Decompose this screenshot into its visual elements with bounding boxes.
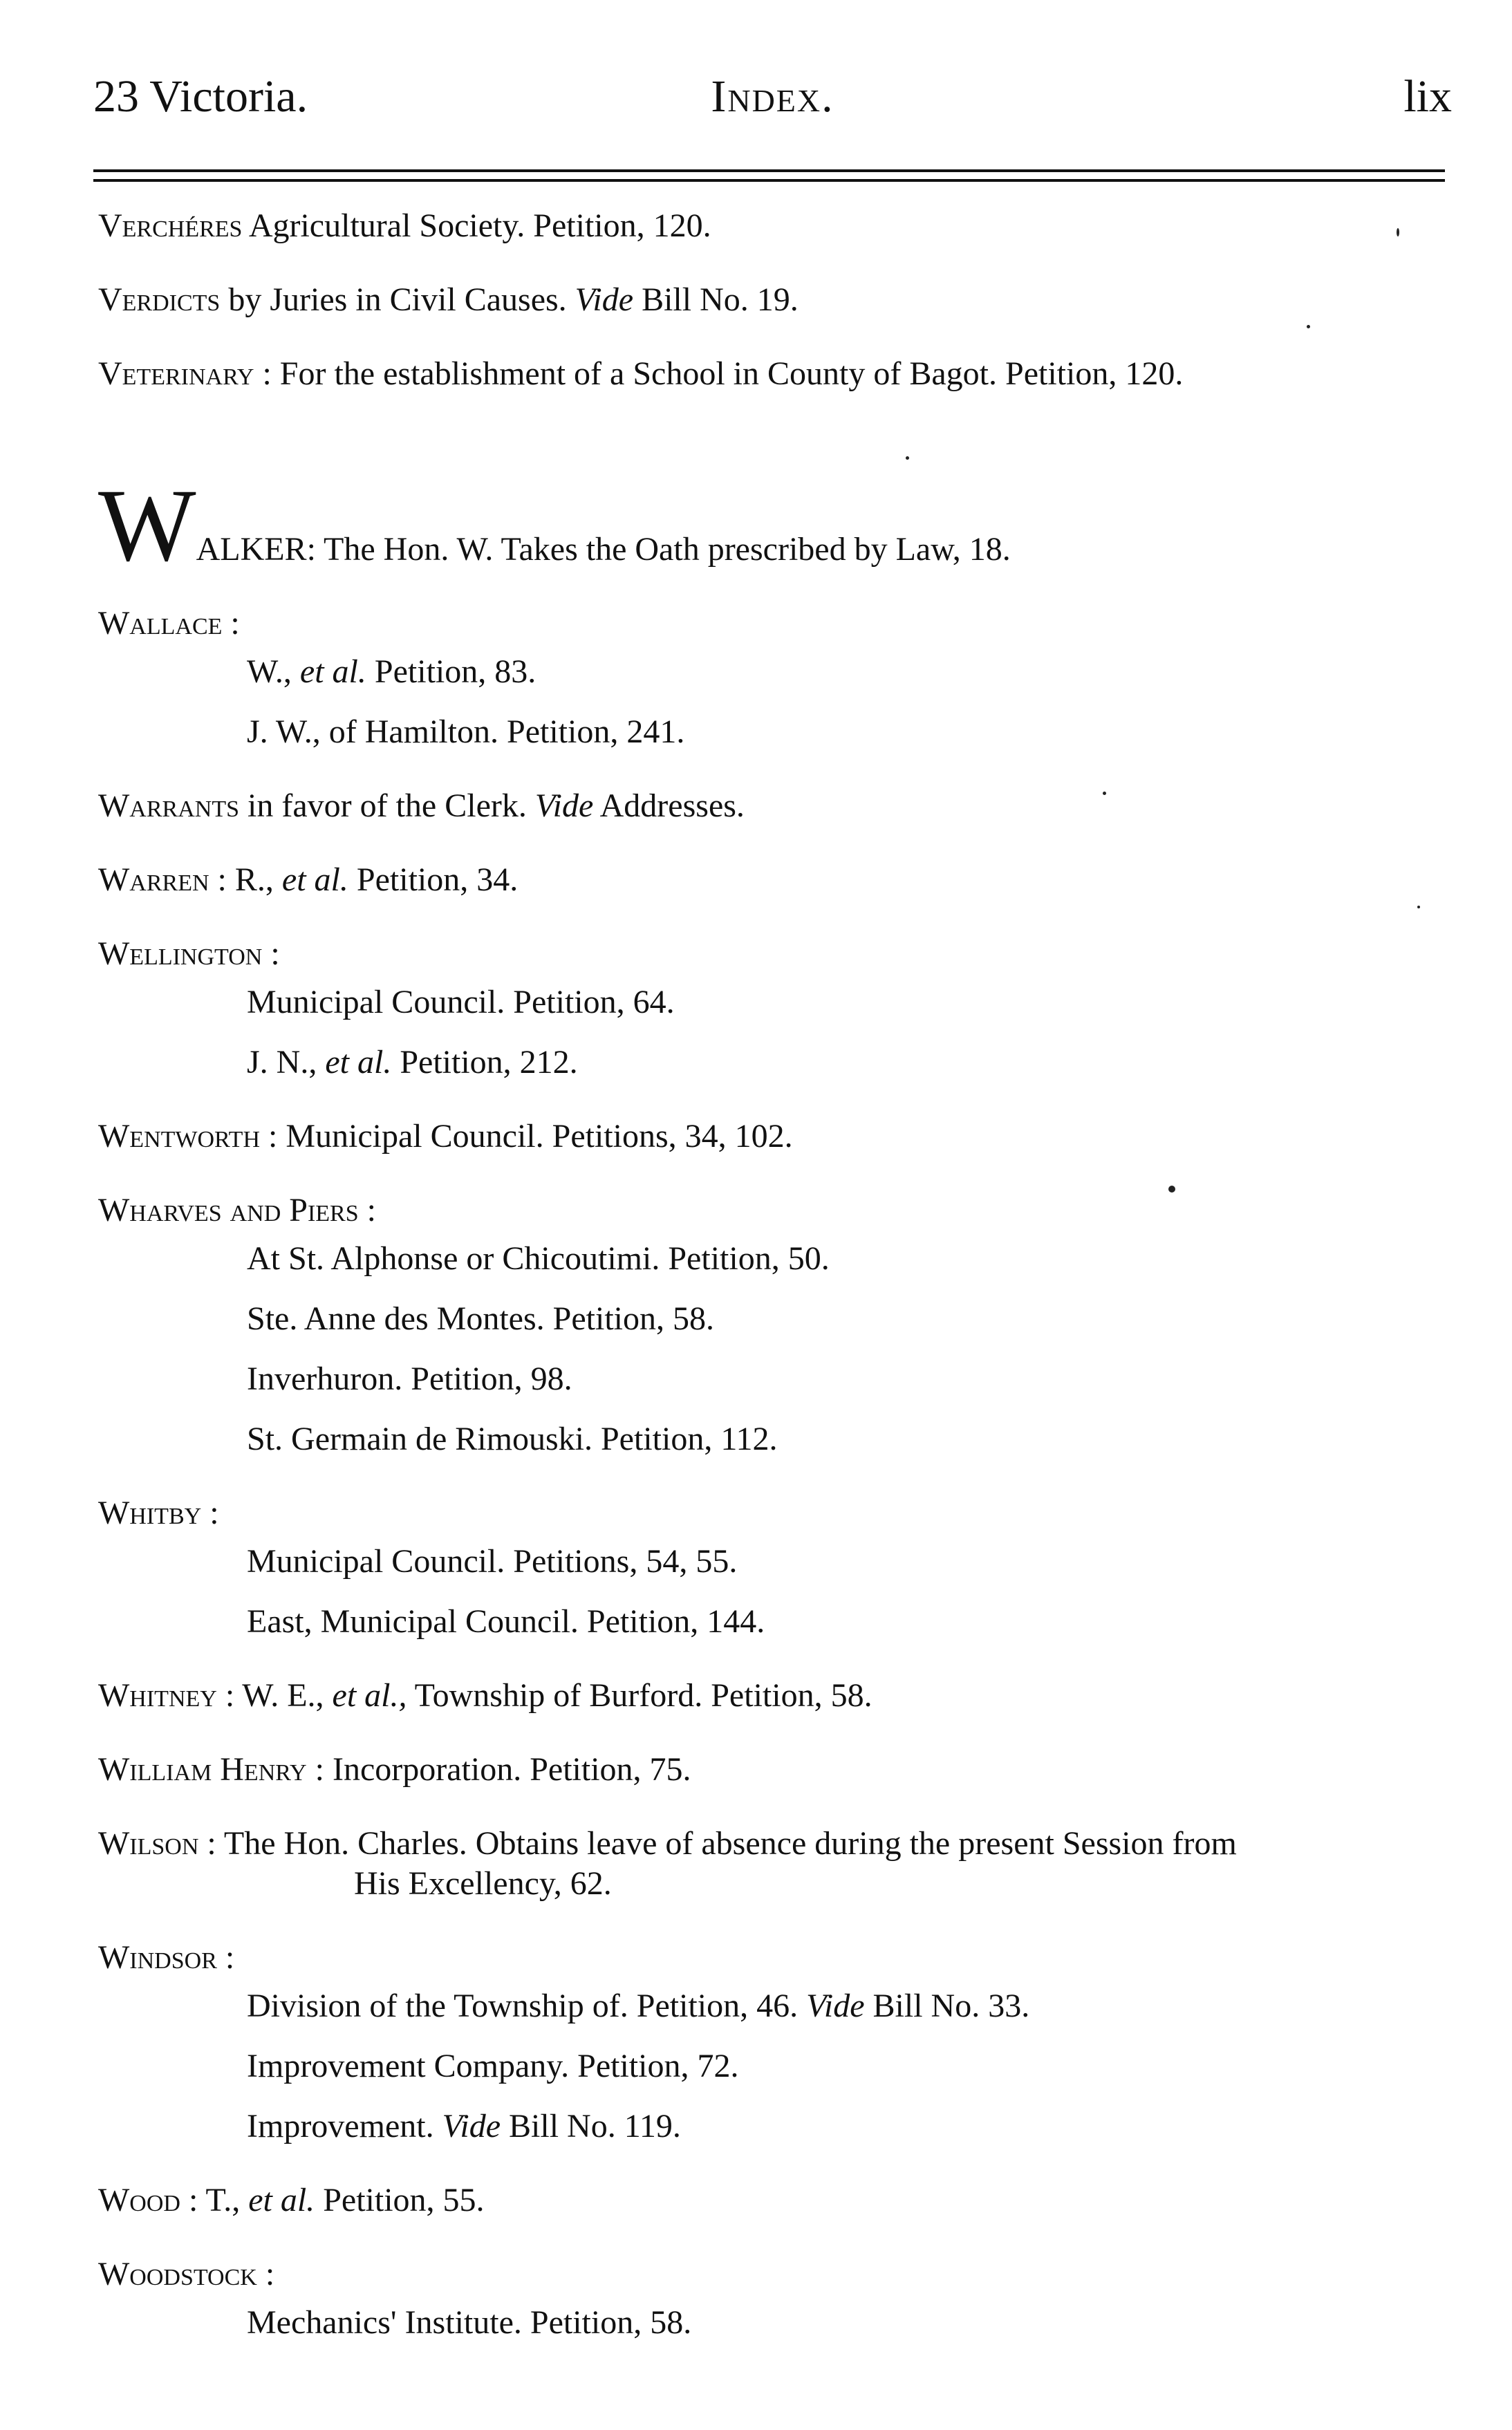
- entry-text: J. W., of Hamilton. Petition, 241.: [247, 713, 685, 750]
- entry-text: J. N.,: [247, 1044, 326, 1081]
- index-subentry: [98, 1043, 1450, 1083]
- index-entry: [98, 1190, 1450, 1231]
- entry-text: in favor of the Clerk.: [239, 787, 535, 824]
- scan-speck: [1397, 228, 1399, 236]
- index-entry: [98, 1676, 1450, 1716]
- index-entry: [98, 860, 1450, 900]
- entry-heading: Wood: [98, 2182, 180, 2218]
- entry-italic: et al.,: [332, 1677, 407, 1714]
- entry-text: His Excellency, 62.: [354, 1865, 612, 1902]
- entry-heading: Woodstock: [98, 2256, 257, 2292]
- entry-italic: Vide: [442, 2108, 501, 2144]
- entry-heading: Wilson: [98, 1825, 199, 1862]
- entry-text: : The Hon. W. Takes the Oath prescribed by Law, 18.: [306, 531, 1011, 568]
- index-entry: [98, 206, 1450, 246]
- entry-text: :: [201, 1495, 219, 1531]
- entry-text: : Incorporation. Petition, 75.: [306, 1751, 691, 1788]
- page-header: [93, 66, 1452, 128]
- index-entry: [98, 1493, 1450, 1533]
- entry-text: Municipal Council. Petition, 64.: [247, 984, 675, 1020]
- scan-speck: [1417, 906, 1420, 908]
- entry-heading: Windsor: [98, 1939, 217, 1976]
- index-subentry: [98, 2106, 1450, 2147]
- page-number: lix: [1403, 71, 1452, 122]
- entry-text: Improvement.: [247, 2108, 442, 2144]
- entry-text: :: [222, 605, 240, 642]
- entry-heading: Wallace: [98, 605, 223, 642]
- entry-text: :: [358, 1192, 376, 1228]
- entry-text: St. Germain de Rimouski. Petition, 112.: [247, 1421, 778, 1457]
- index-subentry: [98, 1359, 1450, 1399]
- entry-text: :: [216, 1939, 235, 1976]
- index-entry: [98, 1938, 1450, 1978]
- scan-speck: [1307, 325, 1310, 328]
- index-entry: [98, 786, 1450, 826]
- entry-heading: Verdicts: [98, 281, 221, 318]
- entry-text: :: [256, 2256, 275, 2292]
- running-head-left: 23 Victoria.: [93, 71, 308, 122]
- header-rule-top: [93, 169, 1445, 172]
- index-subentry: [98, 1299, 1450, 1339]
- entry-italic: et al.: [248, 2182, 315, 2218]
- entry-text: Agricultural Society. Petition, 120.: [242, 207, 711, 244]
- entry-italic: Vide: [806, 1988, 865, 2024]
- entry-heading: Whitney: [98, 1677, 217, 1714]
- index-entry: [98, 934, 1450, 974]
- entry-heading: Wharves and Piers: [98, 1192, 359, 1228]
- header-rule-bottom: [93, 179, 1445, 182]
- index-entry: [98, 1824, 1450, 1864]
- scan-speck: [1103, 792, 1106, 795]
- entry-text: Petition, 34.: [348, 861, 519, 898]
- entry-text: Addresses.: [593, 787, 745, 824]
- index-entry: [98, 2254, 1450, 2295]
- entry-text: : T.,: [180, 2182, 249, 2218]
- index-entry: [98, 2180, 1450, 2221]
- entry-text: Bill No. 19.: [633, 281, 799, 318]
- entry-text: Mechanics' Institute. Petition, 58.: [247, 2304, 692, 2341]
- index-entry-section-start: [98, 468, 1450, 583]
- entry-text: At St. Alphonse or Chicoutimi. Petition, 50.: [247, 1240, 830, 1277]
- entry-text: Petition, 83.: [366, 653, 536, 690]
- index-entry: [98, 1116, 1450, 1157]
- running-head-title: Index.: [711, 71, 834, 122]
- entry-heading: Whitby: [98, 1495, 202, 1531]
- index-subentry: [98, 1419, 1450, 1459]
- scan-speck: [906, 456, 909, 460]
- entry-text: : W. E.,: [216, 1677, 333, 1714]
- index-entry-continuation: [98, 1864, 1450, 1904]
- entry-text: Inverhuron. Petition, 98.: [247, 1361, 572, 1397]
- entry-text: : Municipal Council. Petitions, 34, 102.: [260, 1118, 793, 1155]
- entry-heading: Warren: [98, 861, 209, 898]
- index-entry: [98, 354, 1450, 394]
- entry-text: Bill No. 33.: [864, 1988, 1030, 2024]
- index-body: [98, 206, 1450, 2343]
- entry-text: : R.,: [209, 861, 282, 898]
- index-subentry: [98, 1602, 1450, 1642]
- entry-heading: Wentworth: [98, 1118, 260, 1155]
- entry-text: : The Hon. Charles. Obtains leave of absence during the present Session from: [198, 1825, 1237, 1862]
- entry-heading: Warrants: [98, 787, 239, 824]
- entry-text: Division of the Township of. Petition, 46.: [247, 1988, 807, 2024]
- entry-italic: et al.: [299, 653, 366, 690]
- entry-text: Petition, 55.: [315, 2182, 485, 2218]
- entry-heading: Veterinary: [98, 355, 254, 392]
- entry-text: W.,: [247, 653, 300, 690]
- entry-text: Township of Burford. Petition, 58.: [407, 1677, 872, 1714]
- entry-heading: William Henry: [98, 1751, 307, 1788]
- index-subentry: [98, 2046, 1450, 2086]
- entry-text: Improvement Company. Petition, 72.: [247, 2048, 739, 2084]
- index-subentry: [98, 652, 1450, 692]
- index-entry: [98, 604, 1450, 644]
- index-subentry: [98, 982, 1450, 1022]
- entry-text: :: [262, 935, 280, 972]
- index-subentry: [98, 1986, 1450, 2026]
- entry-italic: et al.: [281, 861, 348, 898]
- index-subentry: [98, 2303, 1450, 2343]
- entry-text: Petition, 212.: [391, 1044, 578, 1081]
- entry-heading: ALKER: [196, 531, 307, 568]
- scan-speck: [1168, 1186, 1175, 1193]
- entry-heading: Verchéres: [98, 207, 243, 244]
- entry-text: Municipal Council. Petitions, 54, 55.: [247, 1543, 738, 1580]
- entry-text: Ste. Anne des Montes. Petition, 58.: [247, 1300, 714, 1337]
- entry-italic: et al.: [325, 1044, 392, 1081]
- entry-text: East, Municipal Council. Petition, 144.: [247, 1603, 765, 1640]
- index-entry: [98, 1750, 1450, 1790]
- entry-italic: Vide: [534, 787, 594, 824]
- entry-text: : For the establishment of a School in County of Bagot. Petition, 120.: [254, 355, 1184, 392]
- entry-italic: Vide: [575, 281, 634, 318]
- index-subentry: [98, 1542, 1450, 1582]
- index-subentry: [98, 1239, 1450, 1279]
- entry-heading: Wellington: [98, 935, 263, 972]
- entry-text: by Juries in Civil Causes.: [220, 281, 575, 318]
- entry-text: Bill No. 119.: [501, 2108, 681, 2144]
- index-entry: [98, 280, 1450, 320]
- drop-initial: W: [98, 468, 196, 583]
- index-subentry: [98, 712, 1450, 752]
